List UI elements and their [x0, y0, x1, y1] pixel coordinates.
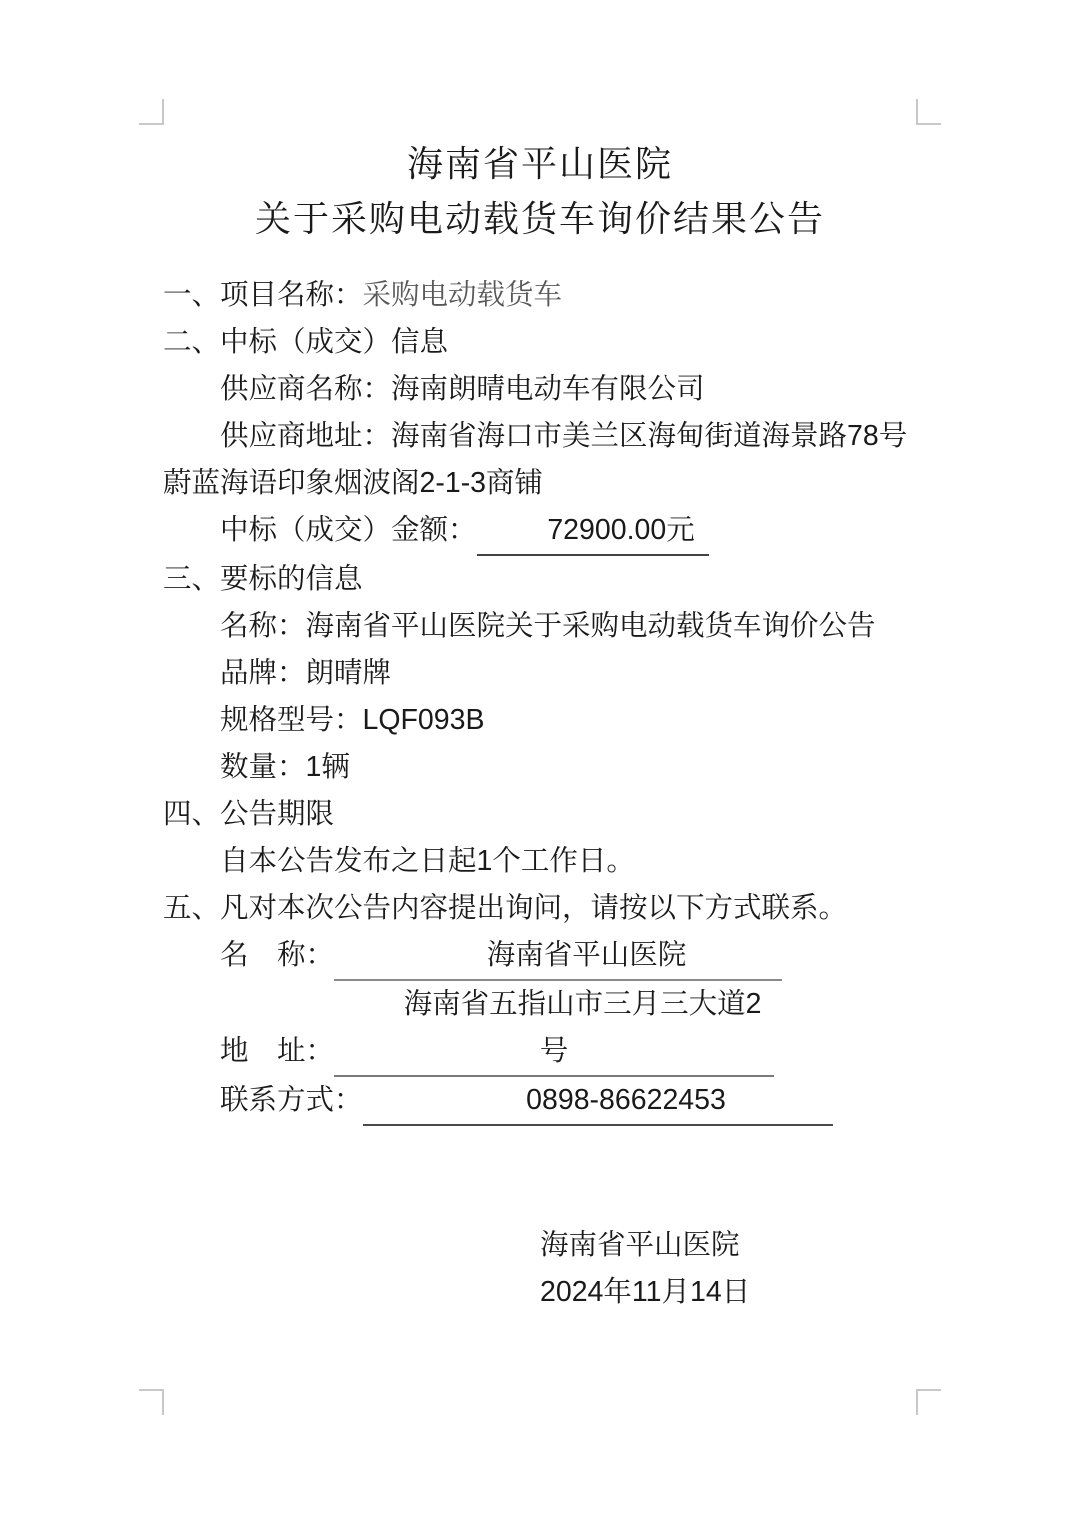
award-amount-line — [163, 507, 917, 556]
contact-name-value: 海南省平山医院 — [334, 932, 782, 981]
item-notice-period-heading: 四、公告期限 — [163, 798, 335, 830]
model-line: 规格型号：LQF093B — [220, 704, 485, 736]
supplier-name-line: 供应商名称：海南朗晴电动车有限公司 — [220, 373, 705, 405]
quantity-line: 数量：1辆 — [220, 751, 350, 783]
contact-phone-value: 0898-86622453 — [363, 1077, 833, 1126]
subject-name-line: 名称：海南省平山医院关于采购电动载货车询价公告 — [220, 610, 876, 642]
margin-corner-bottom-left — [139, 1389, 164, 1415]
margin-corner-bottom-right — [916, 1389, 941, 1415]
supplier-address-line: 供应商地址：海南省海口市美兰区海甸街道海景路78号蔚蓝海语印象烟波阁2-1-3商铺 — [163, 420, 908, 499]
contact-address-value: 海南省五指山市三月三大道2号 — [334, 981, 774, 1077]
award-amount-label: 中标（成交）金额： — [220, 514, 477, 546]
document-content — [163, 124, 917, 1316]
title-line-2: 关于采购电动载货车询价结果公告 — [254, 198, 825, 239]
signature-date: 2024年11月14日 — [540, 1276, 751, 1308]
contact-name-label: 名 称： — [220, 939, 335, 971]
signature-org: 海南省平山医院 — [540, 1229, 740, 1261]
contact-name-line — [163, 932, 917, 981]
contact-phone-label: 联系方式： — [220, 1084, 363, 1116]
signature-block — [163, 1222, 917, 1316]
brand-line: 品牌：朗晴牌 — [220, 657, 392, 689]
contact-address-label: 地 址： — [220, 1035, 335, 1067]
document-body — [163, 272, 917, 1126]
item-award-info-heading: 二、中标（成交）信息 — [163, 326, 449, 358]
project-name-value: 采购电动载货车 — [362, 279, 563, 311]
document-title — [163, 136, 917, 246]
margin-corner-top-left — [139, 99, 164, 125]
item-project-name — [163, 272, 917, 319]
title-line-1: 海南省平山医院 — [406, 143, 673, 184]
award-amount-value: 72900.00元 — [477, 507, 709, 556]
project-name-label: 一、项目名称： — [163, 279, 363, 311]
margin-corner-top-right — [916, 99, 941, 125]
item-subject-info-heading: 三、要标的信息 — [163, 563, 363, 595]
contact-phone-line — [163, 1077, 917, 1126]
notice-period-line: 自本公告发布之日起1个工作日。 — [220, 845, 635, 877]
item-inquiry-heading: 五、凡对本次公告内容提出询问，请按以下方式联系。 — [163, 892, 848, 924]
contact-address-line — [163, 981, 917, 1077]
